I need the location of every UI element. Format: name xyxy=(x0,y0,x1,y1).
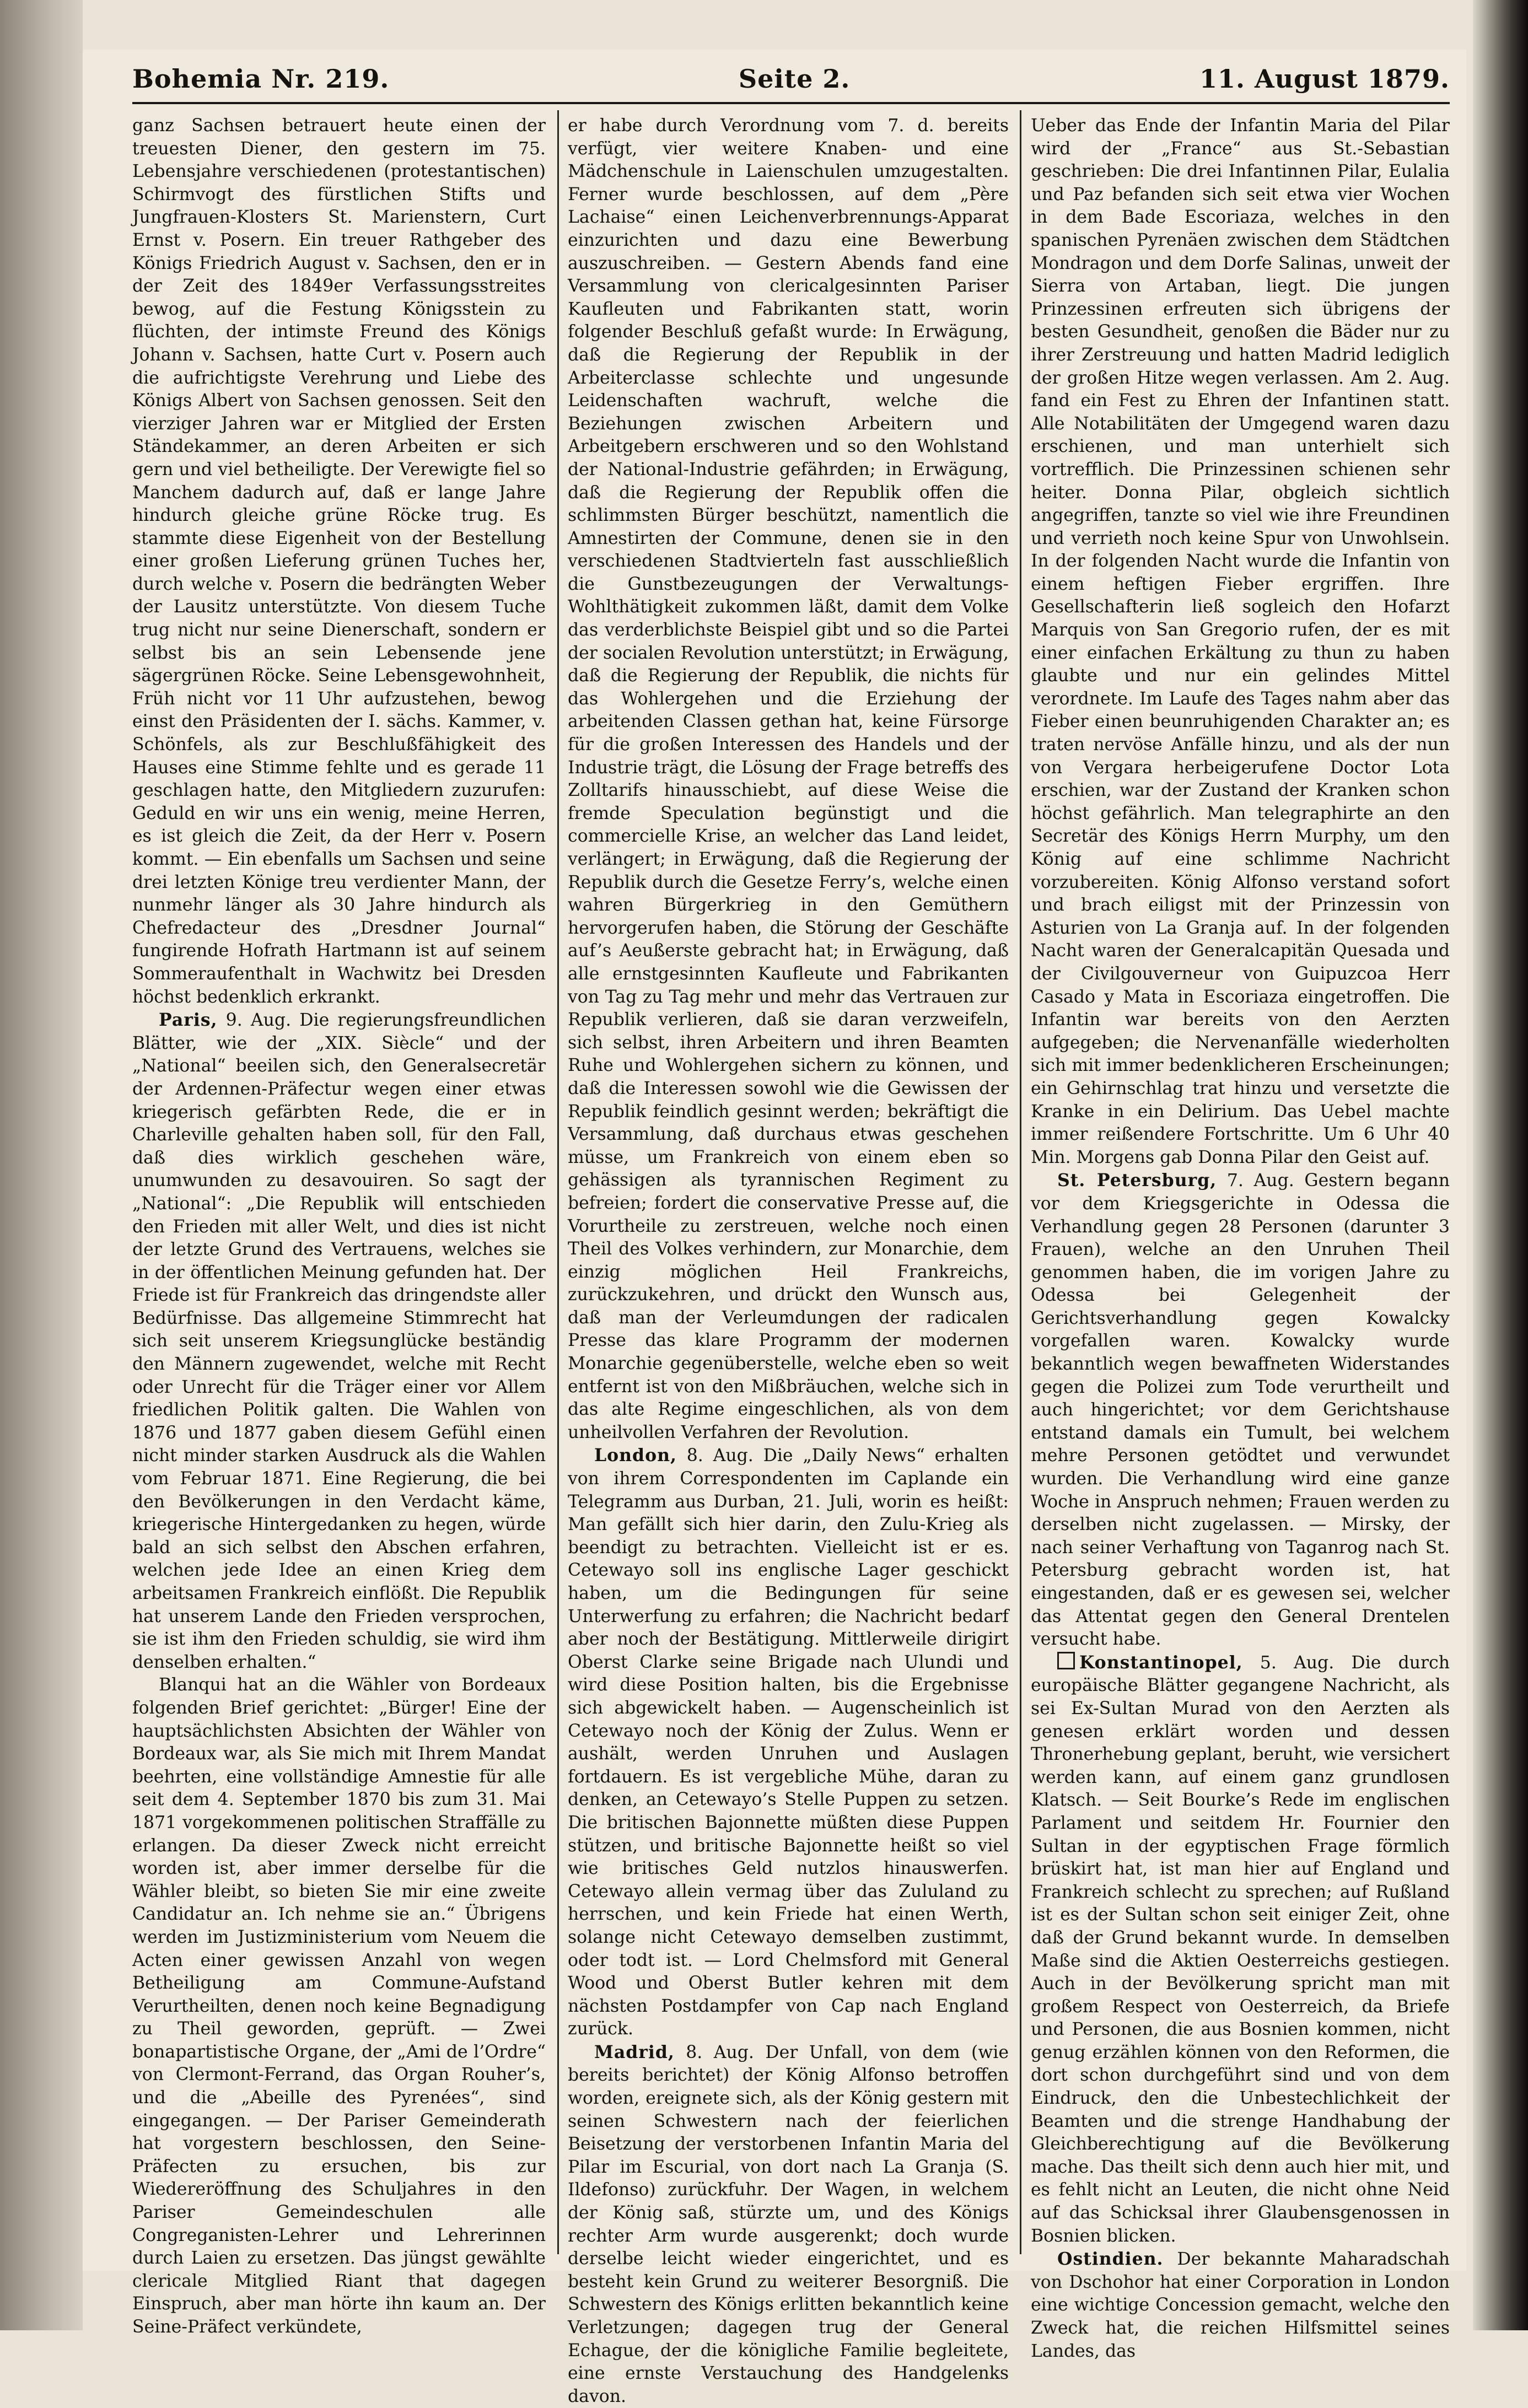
scan-right-edge xyxy=(1473,0,1528,2330)
article-london xyxy=(568,1444,1009,2040)
masthead-title: Bohemia Nr. 219. xyxy=(132,64,390,94)
article-petersburg-text: Gestern begann vor dem Kriegsgerichte in Odessa die Verhandlung gegen 28 Personen (darunter 3 Frauen), welche an den Unruhen Theil genommen haben, die im vorigen Jahre zu Odessa bei Gelegenheit der Gerichtsverhandlung gegen Kowalcky vorgefallen waren. Kowalcky wurde bekanntlich wegen bewaffneten Widerstandes gegen die Polizei zum Tode verurtheilt und auch hingerichtet; vor dem Gerichtshause entstand damals ein Tumult, bei welchem mehre Personen getödtet und verwundet wurden. Die Verhandlung wird eine ganze Woche in Anspruch nehmen; Frauen werden zu derselben nicht zugelassen. — Mirsky, der nach seiner Verhaftung von Taganrog nach St. Petersburg gebracht worden ist, hat eingestanden, daß er es gewesen sei, welcher das Attentat gegen den General Drentelen versucht habe. xyxy=(1031,1171,1450,1650)
article-konstantinopel-text: Die durch europäische Blätter gegangene Nachricht, als sei Ex-Sultan Murad von den Aerzten als genesen erklärt worden und dessen Thronerhebung geplant, beruht, wie versichert werden kann, auf einem ganz grundlosen Klatsch. — Seit Bourke’s Rede im englischen Parlament und seitdem Hr. Fournier den Sultan in der egyptischen Frage förmlich brüskirt hat, ist man hier auf England und Frankreich schlecht zu sprechen; auf Rußland ist es der Sultan schon seit einiger Zeit, ohne daß der Grund bekannt wurde. In demselben Maße sind die Aktien Oesterreichs gestiegen. Auch in der Bevölkerung spricht man mit großem Respect von Oesterreich, da Briefe und Personen, die aus Bosnien kommen, nicht genug erzählen können von den Reformen, die dort schon durchgeführt sind und von dem Eindruck, den die Unbestechlichkeit der Beamten und die strenge Handhabung der Gleichberechtigung auf die Bevölkerung mache. Das theilt sich denn auch hier mit, und es fehlt nicht an Leuten, die nicht ohne Neid auf das Schicksal ihrer Glaubensgenossen in Bosnien blicken. xyxy=(1031,1652,1450,2246)
article-infantin: Ueber das Ende der Infantin Maria del Pilar wird der „France“ aus St.-Sebastian geschrieben: Die drei Infantinnen Pilar, Eulalia und Paz befanden sich seit etwa vier Wochen in dem Bade Escoriaza, welches in den spanischen Pyrenäen zwischen dem Städtchen Mondragon und dem Dorfe Salinas, unweit der Sierra von Artaban, liegt. Die jungen Prinzessinen erfreuten sich übrigens der besten Gesundheit, genoßen die Bäder nur zu ihrer Zerstreuung und hatten Madrid lediglich der großen Hitze wegen verlassen. Am 2. Aug. fand ein Fest zu Ehren der Infantinen statt. Alle Notabilitäten der Umgegend waren dazu erschienen, und man unterhielt sich vortrefflich. Die Prinzessinen schienen sehr heiter. Donna Pilar, obgleich sichtlich angegriffen, tanzte so viel wie ihre Freundinen und verrieth noch keine Spur von Unwohlsein. In der folgenden Nacht wurde die Infantin von einem heftigen Fieber ergriffen. Ihre Gesellschafterin ließ sogleich den Hofarzt Marquis von San Gregorio rufen, der es mit einer einfachen Erkältung zu thun zu haben glaubte und nur ein gelindes Mittel verordnete. Im Laufe des Tages nahm aber das Fieber einen beunruhigenden Charakter an; es traten nervöse Anfälle hinzu, und als der nun von Vergara herbeigerufene Doctor Lota erschien, war der Zustand der Kranken schon höchst gefährlich. Man telegraphirte an den Secretär des Königs Herrn Murphy, um den König auf eine schlimme Nachricht vorzubereiten. König Alfonso verstand sofort und brach eiligst mit der Prinzessin von Asturien von La Granja auf. In der folgenden Nacht waren der Generalcapitän Quesada und der Civilgouverneur von Guipuzcoa Herr Casado y Mata in Escoriaza eingetroffen. Die Infantin war bereits von den Aerzten aufgegeben; die Nervenanfälle wiederholten sich mit immer bedenklicheren Erscheinungen; ein Gehirnschlag trat hinzu und versetzte die Kranke in ein Delirium. Das Uebel machte immer reißendere Fortschritte. Um 6 Uhr 40 Min. Morgens gab Donna Pilar den Geist auf. xyxy=(1031,116,1450,1167)
date-madrid: 8. Aug. xyxy=(686,2042,754,2062)
dateline-madrid: Madrid, xyxy=(594,2041,675,2062)
article-paris xyxy=(132,1009,546,1674)
article-konstantinopel xyxy=(1031,1651,1450,2248)
dateline-ostindien: Ostindien. xyxy=(1057,2249,1164,2270)
dateline-petersburg: St. Petersburg, xyxy=(1057,1170,1217,1191)
date-paris: 9. Aug. xyxy=(225,1010,292,1031)
article-ostindien-text: Der bekannte Maharadschah von Dschohor hat einer Corporation in London eine wichtige Concession gemacht, welche den Zweck hat, die reichen Hilfsmittel seines Landes, das xyxy=(1031,2249,1450,2361)
dateline-paris: Paris, xyxy=(159,1010,218,1031)
article-petersburg xyxy=(1031,1169,1450,1651)
column-divider-1 xyxy=(557,110,559,2254)
column-2 xyxy=(568,115,1009,2406)
article-ostindien xyxy=(1031,2248,1450,2363)
column-3 xyxy=(1031,115,1450,2361)
date-konstantinopel: 5. Aug. xyxy=(1260,1652,1335,1673)
telegram-box-icon xyxy=(1057,1652,1075,1669)
scan-left-edge xyxy=(0,0,83,2330)
dateline-konstantinopel: Konstantinopel, xyxy=(1079,1652,1243,1673)
article-london-text: Die „Daily News“ erhalten von ihrem Correspondenten im Caplande ein Telegramm aus Durban, 21. Juli, worin es heißt: Man gefällt sich hier darin, den Zulu-Krieg als beendigt zu betrachten. Vielleicht ist er es. Cetewayo soll ins englische Lager geschickt haben, um die Bedingungen für seine Unterwerfung zu erfahren; die Nachricht bedarf aber noch der Bestätigung. Mittlerweile dirigirt Oberst Clarke seine Brigade nach Ulundi und wird diese Position halten, bis die Ergebnisse sich abgewickelt haben. — Augenscheinlich ist Cetewayo noch der König der Zulus. Wenn er aushält, werden Unruhen und Auslagen fortdauern. Es ist vergebliche Mühe, daran zu denken, an Cetewayo’s Stelle Puppen zu setzen. Die britischen Bajonnette müßten diese Puppen stützen, und britische Bajonnette heißt so viel wie britisches Geld nutzlos hinauswerfen. Cetewayo allein vermag über das Zululand zu herrschen, und kein Friede hat einen Werth, solange nicht Cetewayo demselben zustimmt, oder todt ist. — Lord Chelmsford mit General Wood und Oberst Butler kehren mit dem nächsten Postdampfer von Cap nach England zurück. xyxy=(568,1446,1009,2039)
newspaper-page xyxy=(83,50,1466,2406)
column-1 xyxy=(132,115,546,2337)
date-petersburg: 7. Aug. xyxy=(1226,1171,1294,1191)
date-london: 8. Aug. xyxy=(686,1446,754,1466)
dateline-london: London, xyxy=(594,1445,677,1466)
masthead-date: 11. August 1879. xyxy=(1199,64,1450,94)
article-blanqui: Blanqui hat an die Wähler von Bordeaux folgenden Brief gerichtet: „Bürger! Eine der hauptsächlichsten Absichten der Wähler von Bordeaux war, als Sie mich mit Ihrem Mandat beehrten, eine vollständige Amnestie für alle seit dem 4. September 1870 bis zum 31. Mai 1871 vorgekommenen politischen Straffälle zu erlangen. Da dieser Zweck nicht erreicht worden ist, aber immer derselbe für die Wähler bleibt, so bieten Sie mir eine zweite Candidatur an. Ich nehme sie an.“ Übrigens werden im Justizministerium vom Neuem die Acten einer gewissen Anzahl von wegen Betheiligung am Commune-Aufstand Verurtheilten, denen noch keine Begnadigung zu Theil geworden, geprüft. — Zwei bonapartistische Organe, der „Ami de l’Ordre“ von Clermont-Ferrand, das Organ Rouher’s, und die „Abeille des Pyrenées“, sind eingegangen. — Der Pariser Gemeinderath hat vorgestern beschlossen, den Seine-Präfecten zu ersuchen, bis zur Wiedereröffnung des Schuljahres in den Pariser Gemeindeschulen alle Congreganisten-Lehrer und Lehrerinnen durch Laien zu ersetzen. Das jüngst gewählte clericale Mitglied Riant that dagegen Einspruch, aber man hörte ihn kaum an. Der Seine-Präfect verkündete, xyxy=(132,1675,546,2337)
article-madrid xyxy=(568,2041,1009,2408)
article-dresden: ganz Sachsen betrauert heute einen der treuesten Diener, den gestern im 75. Lebensjahre verschiedenen (protestantischen) Schirmvogt des fürstlichen Stifts und Jungfrauen-Klosters St. Marienstern, Curt Ernst v. Posern. Ein treuer Rathgeber des Königs Friedrich August v. Sachsen, den er in der Zeit des 1849er Verfassungsstreites bewog, auf die Festung Königsstein zu flüchten, der intimste Freund des Königs Johann v. Sachsen, hatte Curt v. Posern auch die aufrichtigste Verehrung und Liebe des Königs Albert von Sachsen genossen. Seit den vierziger Jahren war er Mitglied der Ersten Ständekammer, an deren Arbeiten er sich gern und viel betheiligte. Der Verewigte fiel so Manchem dadurch auf, daß er lange Jahre hindurch gleiche grüne Röcke trug. Es stammte diese Eigenheit von der Bestellung einer großen Lieferung grünen Tuches her, durch welche v. Posern die bedrängten Weber der Lausitz unterstützte. Von diesem Tuche trug nicht nur seine Dienerschaft, sondern er selbst bis an sein Lebensende jene sägergrünen Röcke. Seine Lebensgewohnheit, Früh nicht vor 11 Uhr aufzustehen, bewog einst den Präsidenten der I. sächs. Kammer, v. Schönfels, als zur Beschlußfähigkeit des Hauses eine Stimme fehlte und es gerade 11 geschlagen hatte, den Mitgliedern zuzurufen: Geduld en wir uns ein wenig, meine Herren, es ist gleich die Zeit, da der Herr v. Posern kommt. — Ein ebenfalls um Sachsen und seine drei letzten Könige treu verdienter Mann, der nunmehr länger als 30 Jahre hindurch als Chefredacteur des „Dresdner Journal“ fungirende Hofrath Hartmann ist auf seinem Sommeraufenthalt in Wachwitz bei Dresden höchst bedenklich erkrankt. xyxy=(132,116,546,1007)
article-madrid-text: Der Unfall, von dem (wie bereits berichtet) der König Alfonso betroffen worden, ereignete sich, als der König gestern mit seinen Schwestern nach der feierlichen Beisetzung der verstorbenen Infantin Maria del Pilar im Escurial, von dort nach La Granja (S. Ildefonso) zurückfuhr. Der Wagen, in welchem der König saß, stürzte um, und des Königs rechter Arm wurde ausgerenkt; doch wurde derselbe leicht wieder eingerichtet, und es besteht kein Grund zu weiterer Besorgniß. Die Schwestern des Königs erlitten bekanntlich keine Verletzungen; dagegen trug der General Echague, der die königliche Familie begleitete, eine ernste Verstauchung des Handgelenks davon. xyxy=(568,2042,1009,2406)
article-paris-cont: er habe durch Verordnung vom 7. d. bereits verfügt, vier weitere Knaben- und eine Mädchenschule in Laienschulen umzugestalten. Ferner wurde beschlossen, auf dem „Père Lachaise“ einen Leichenverbrennungs-Apparat einzurichten und dazu eine Bewerbung auszuschreiben. — Gestern Abends fand eine Versammlung von clericalgesinnten Pariser Kaufleuten und Fabrikanten statt, worin folgender Beschluß gefaßt wurde: In Erwägung, daß die Regierung der Republik in der Arbeiterclasse schlechte und ungesunde Leidenschaften wachruft, welche die Beziehungen zwischen Arbeitern und Arbeitgebern erschweren und so den Wohlstand der National-Industrie gefährden; in Erwägung, daß die Regierung der Republik offen die schlimmsten Bürger beschützt, namentlich die Amnestirten der Commune, denen sie in den verschiedenen Stadtvierteln fast ausschließlich die Gunstbezeugungen der Verwaltungs-Wohlthätigkeit zukommen läßt, damit dem Volke das verderblichste Beispiel gibt und so die Partei der socialen Revolution unterstützt; in Erwägung, daß die Regierung der Republik, die nichts für das Wohlergehen und die Erziehung der arbeitenden Classen gethan hat, keine Fürsorge für die großen Interessen des Handels und der Industrie trägt, die Lösung der Frage betreffs des Zolltarifs hinausschiebt, auf diese Weise die fremde Speculation begünstigt und die commercielle Krise, an welcher das Land leidet, verlängert; in Erwägung, daß die Regierung der Republik durch die Gesetze Ferry’s, welche einen wahren Bürgerkrieg in den Gemüthern hervorgerufen haben, die Störung der Geschäfte auf’s Aeußerste gebracht hat; in Erwägung, daß alle ernstgesinnten Kaufleute und Fabrikanten von Tag zu Tag mehr und mehr das Vertrauen zur Republik verlieren, daß sie daran verzweifeln, sich selbst, ihren Arbeitern und ihren Beamten Ruhe und Wohlergehen sichern zu können, und daß die Interessen sowohl wie die Gewissen der Republik feindlich gesinnt werden; bekräftigt die Versammlung, daß durchaus etwas geschehen müsse, um Frankreich von einem eben so gehässigen als tyrannischen Regiment zu befreien; fordert die conservative Presse auf, die Vorurtheile zu zerstreuen, welche noch einen Theil des Volkes verhindern, zur Monarchie, dem einzig möglichen Heil Frankreichs, zurückzukehren, und drückt den Wunsch aus, daß man der Verleumdungen der radicalen Presse das klare Programm der modernen Monarchie gegenüberstelle, welche eben so weit entfernt ist von den Mißbräuchen, welche sich in das alte Regime eingeschlichen, als von dem unheilvollen Verfahren der Revolution. xyxy=(568,116,1009,1442)
masthead-page: Seite 2. xyxy=(738,64,851,94)
article-paris-text: Die regierungsfreundlichen Blätter, wie der „XIX. Siècle“ und der „National“ beeilen sich, den Generalsecretär der Ardennen-Präfectur wegen einer etwas kriegerisch gefärbten Rede, die er in Charleville gehalten haben soll, für den Fall, daß dies wirklich geschehen wäre, unumwunden zu desavouiren. So sagt der „National“: „Die Republik will entschieden den Frieden mit aller Welt, und dies ist nicht der letzte Grund des Vertrauens, welches sie in der öffentlichen Meinung gefunden hat. Der Friede ist für Frankreich das dringendste aller Bedürfnisse. Das allgemeine Stimmrecht hat sich seit unserem Kriegsunglücke beständig den Männern zugewendet, welche mit Recht oder Unrecht für die Träger einer vor Allem friedlichen Politik galten. Die Wahlen von 1876 und 1877 gaben diesem Gefühl einen nicht minder starken Ausdruck als die Wahlen vom Februar 1871. Eine Regierung, die bei den Bevölkerungen in den Verdacht käme, kriegerische Hintergedanken zu hegen, würde bald an sich selbst den Abschen erfahren, welchen jede Idee an einen Krieg dem arbeitsamen Frankreich einflößt. Die Republik hat unserem Lande den Frieden versprochen, sie ist ihm den Frieden schuldig, sie wird ihm denselben erhalten.“ xyxy=(132,1010,546,1672)
column-divider-2 xyxy=(1020,110,1021,2254)
masthead xyxy=(132,50,1450,94)
masthead-rule xyxy=(132,102,1450,104)
